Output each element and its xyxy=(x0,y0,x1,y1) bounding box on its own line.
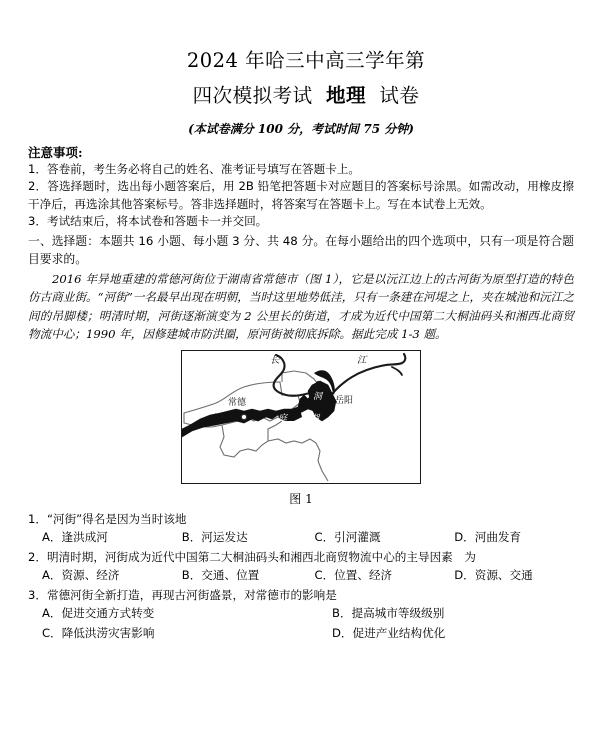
question-text: 明清时期，河街成为近代中国第二大桐油码头和湘西北商贸物流中心的主导因素 为 xyxy=(46,550,476,564)
map-label-yueyang: 岳阳 xyxy=(335,396,354,406)
map-svg xyxy=(182,351,420,483)
question-options xyxy=(28,528,574,547)
question-number: 3． xyxy=(28,588,47,602)
notice-heading: 注意事项: xyxy=(28,145,83,160)
question-stem xyxy=(28,586,574,604)
title-line-2 xyxy=(28,78,574,114)
map-image xyxy=(181,350,421,484)
page-content xyxy=(28,44,574,644)
question-stem xyxy=(28,548,574,566)
option-a[interactable]: A．资源、经济 xyxy=(42,568,120,583)
option-row xyxy=(42,624,574,644)
question-options xyxy=(28,566,574,585)
question-text: 常德河街全新打造，再现古河街盛景，对常德市的影响是 xyxy=(46,588,337,602)
title-line-1: 2024 年哈三中高三学年第 xyxy=(186,49,426,72)
option-c[interactable]: C．降低洪涝灾害影响 xyxy=(42,626,155,640)
question-2 xyxy=(28,548,574,585)
option-row xyxy=(42,604,574,624)
option-d[interactable]: D．资源、交通 xyxy=(454,568,533,583)
title-suffix: 试卷 xyxy=(379,84,420,107)
figure-1 xyxy=(28,350,574,509)
map-label-changjiang-a: 长 xyxy=(270,355,280,366)
option-b[interactable]: B．交通、位置 xyxy=(181,568,260,583)
map-label-changjiang-b: 江 xyxy=(357,355,367,366)
page-title xyxy=(28,44,574,114)
map-label-dongting-b: 庭 xyxy=(278,414,288,424)
option-d[interactable]: D．河曲发育 xyxy=(454,530,522,545)
title-exam-name: 四次模拟考试 xyxy=(192,84,313,107)
option-b[interactable]: B．提高城市等级级别 xyxy=(332,606,445,621)
map-label-yuanjiang: 沅江 xyxy=(212,413,232,424)
figure-caption: 图 1 xyxy=(289,492,313,506)
question-stem xyxy=(28,510,574,528)
notice-item: 2．答选择题时，选出每小题答案后，用 2B 铅笔把答题卡对应题目的答案标号涂黑。如需改动，用橡皮擦干净后，再选涂其他答案标号。答非选择题时，将答案写在答题卡上。写在本试卷上无效。 xyxy=(28,179,574,211)
option-a[interactable]: A．促进交通方式转变 xyxy=(42,606,155,621)
question-1 xyxy=(28,510,574,547)
question-number: 1． xyxy=(28,512,47,526)
notice-item: 1．答卷前，考生务必将自己的姓名、准考证号填写在答题卡上。 xyxy=(28,162,361,176)
option-d[interactable]: D．促进产业结构优化 xyxy=(332,626,446,640)
option-c[interactable]: C．引河灌溉 xyxy=(314,530,381,545)
map-label-changde: 常德 xyxy=(227,398,247,408)
notice-item: 3．考试结束后，将本试卷和答题卡一并交回。 xyxy=(28,214,268,229)
option-b[interactable]: B．河运发达 xyxy=(181,530,248,545)
map-label-dongting-a: 洞 xyxy=(313,392,323,402)
stimulus-passage: 2016 年异地重建的常德河街位于湖南省常德市（图 1），它是以沅江边上的古河街为原型打造的特色仿古商业街。“河街”一名最早出现在明朝，当时这里地势低洼，只有一条建在河堤之上，夹在城池和沅江之间的吊脚楼；明清时期，河街逐渐演变为 2 公里长的街道，才成为近代中国第二大桐油码头和湘西北商贸物流中心；1990 年，因修建城市防洪圈，原河街被彻底拆除。据此完成 1-3 题。 xyxy=(28,271,574,342)
question-3 xyxy=(28,586,574,644)
option-c[interactable]: C．位置、经济 xyxy=(314,568,393,583)
question-text: “河街”得名是因为当时该地 xyxy=(46,512,187,526)
option-a[interactable]: A．逢洪成河 xyxy=(42,530,108,545)
section-heading-multiple-choice: 一、选择题：本题共 16 小题、每小题 3 分、共 48 分。在每小题给出的四个选项中，只有一项是符合题目要求的。 xyxy=(28,233,574,266)
exam-subtitle: (本试卷满分 100 分，考试时间 75 分钟) xyxy=(188,122,414,136)
title-subject: 地理 xyxy=(325,84,366,107)
map-label-dongting-c: 湖 xyxy=(310,414,320,424)
question-options xyxy=(28,604,574,643)
question-number: 2． xyxy=(28,550,47,564)
